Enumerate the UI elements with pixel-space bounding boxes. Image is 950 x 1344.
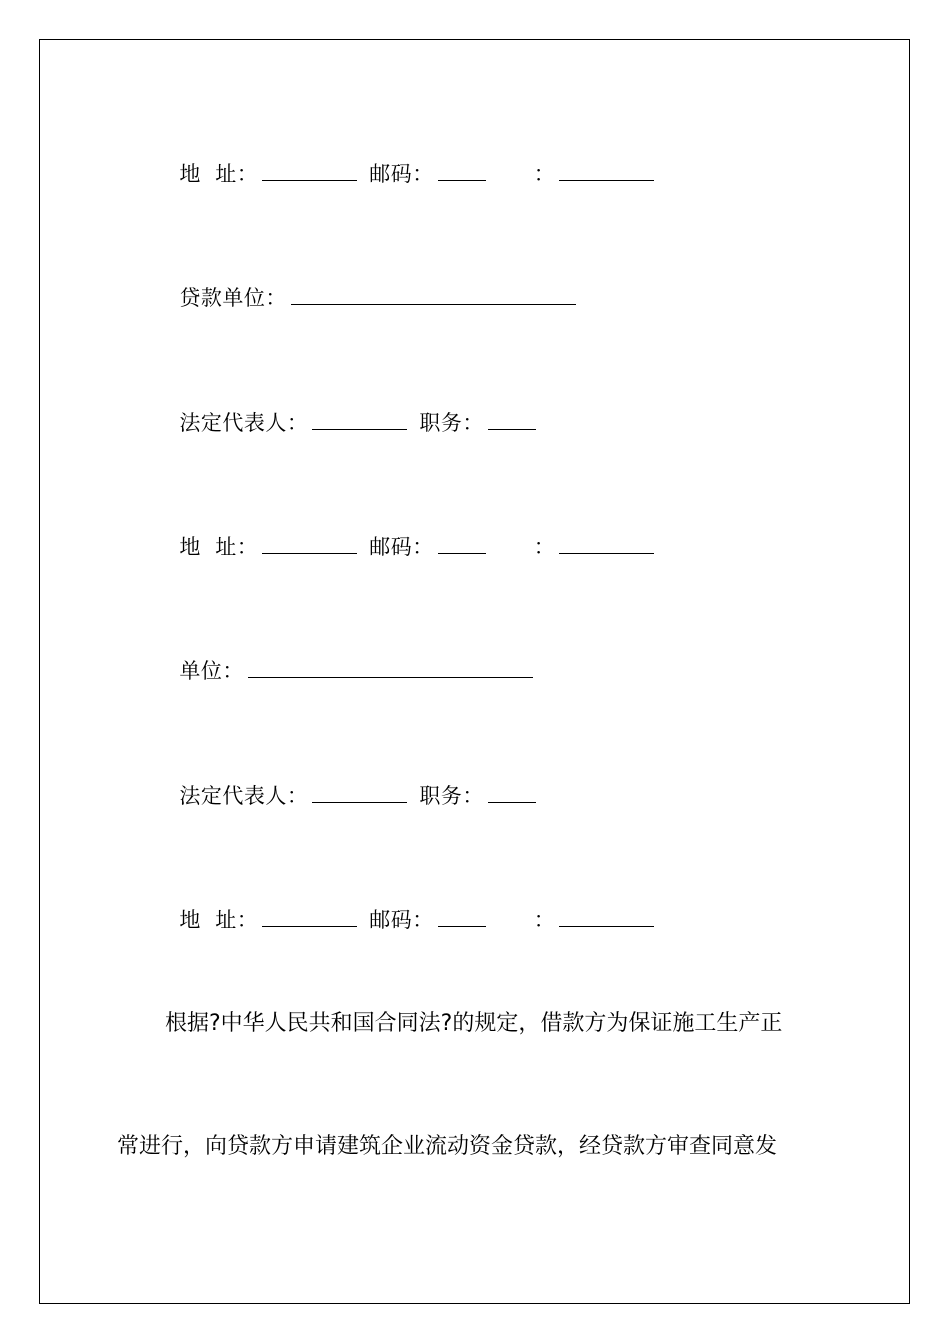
legal-rep-label: 法定代表人： bbox=[179, 784, 309, 808]
address-blank[interactable] bbox=[262, 908, 357, 927]
body-paragraph-line-2: 常进行，向贷款方申请建筑企业流动资金贷款，经贷款方审查同意发 bbox=[117, 1134, 778, 1159]
address-label: 地 址： bbox=[179, 162, 259, 186]
position-blank[interactable] bbox=[488, 411, 536, 430]
lender-unit-blank[interactable] bbox=[291, 286, 576, 305]
postcode-label: 邮码： bbox=[369, 908, 434, 932]
legal-rep-blank[interactable] bbox=[312, 411, 407, 430]
postcode-blank[interactable] bbox=[438, 535, 486, 554]
phone-blank[interactable] bbox=[559, 908, 654, 927]
address-blank[interactable] bbox=[262, 162, 357, 181]
postcode-label: 邮码： bbox=[369, 535, 434, 559]
phone-blank[interactable] bbox=[559, 162, 654, 181]
unit-label: 单位： bbox=[179, 659, 244, 683]
unit-blank[interactable] bbox=[248, 659, 533, 678]
address-label: 地 址： bbox=[179, 535, 259, 559]
address-line-2 bbox=[165, 511, 658, 559]
postcode-blank[interactable] bbox=[438, 162, 486, 181]
phone-label: ： bbox=[533, 162, 556, 186]
phone-blank[interactable] bbox=[559, 535, 654, 554]
position-label: 职务： bbox=[419, 784, 484, 808]
address-blank[interactable] bbox=[262, 535, 357, 554]
address-line-3 bbox=[165, 884, 658, 932]
body-paragraph-line-1: 根据?中华人民共和国合同法?的规定，借款方为保证施工生产正 bbox=[165, 1011, 783, 1036]
lender-unit-line bbox=[165, 262, 580, 310]
legal-rep-label: 法定代表人： bbox=[179, 411, 309, 435]
lender-unit-label: 贷款单位： bbox=[179, 286, 287, 310]
legal-rep-line-1 bbox=[165, 387, 540, 435]
phone-label: ： bbox=[533, 908, 556, 932]
postcode-label: 邮码： bbox=[369, 162, 434, 186]
legal-rep-line-2 bbox=[165, 760, 540, 808]
position-blank[interactable] bbox=[488, 784, 536, 803]
position-label: 职务： bbox=[419, 411, 484, 435]
postcode-blank[interactable] bbox=[438, 908, 486, 927]
unit-line bbox=[165, 635, 537, 683]
address-line-1 bbox=[165, 138, 658, 186]
legal-rep-blank[interactable] bbox=[312, 784, 407, 803]
address-label: 地 址： bbox=[179, 908, 259, 932]
phone-label: ： bbox=[533, 535, 556, 559]
